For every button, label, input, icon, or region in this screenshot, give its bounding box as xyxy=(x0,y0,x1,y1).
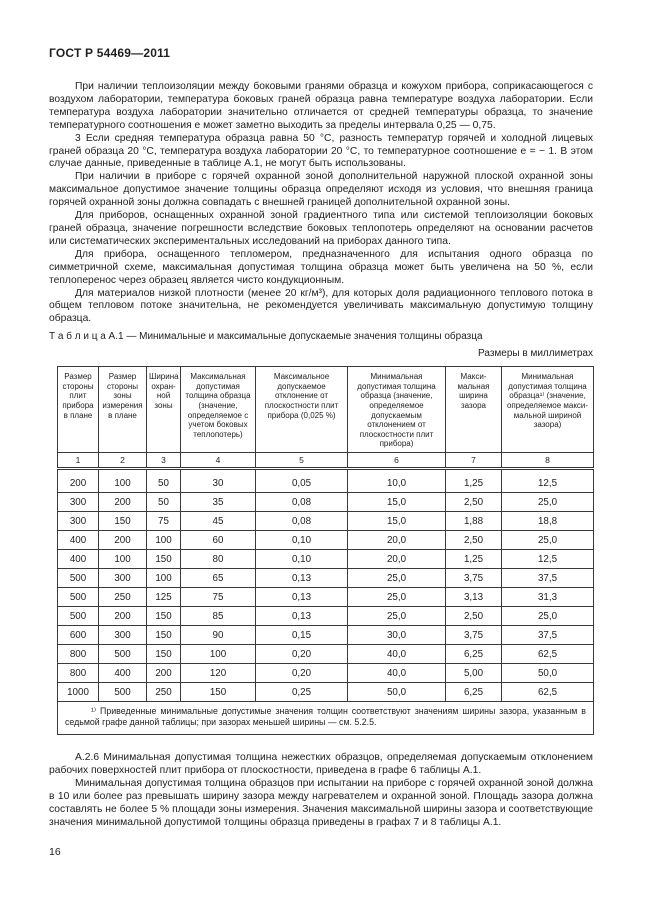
column-number: 6 xyxy=(348,453,446,469)
table-row xyxy=(58,550,594,569)
table-cell: 30,0 xyxy=(348,626,446,645)
table-cell: 0,20 xyxy=(256,645,348,664)
table-cell: 25,0 xyxy=(348,569,446,588)
table-cell: 0,13 xyxy=(256,588,348,607)
table-cell: 300 xyxy=(58,512,99,531)
table-cell: 35 xyxy=(181,493,256,512)
table-cell: 50,0 xyxy=(502,664,594,683)
table-cell: 2,50 xyxy=(446,493,502,512)
table-cell: 50 xyxy=(147,469,181,493)
table-cell: 150 xyxy=(147,626,181,645)
table-row xyxy=(58,607,594,626)
paragraph-min-thickness-rule: Минимальная допустимая толщина образцов при испытании на приборе с горячей охранной зоной должна в 10 или более раз превышать ширину зазора между нагревателем и охранной зоной. Площадь зазора должна составлять не более 5 % площади зоны измерения. Значения максимальной ширины зазора и соответствующие значения минимальной допустимой толщины образца приведены в графах 7 и 8 таблицы А.1. xyxy=(49,778,593,828)
table-cell: 3,75 xyxy=(446,569,502,588)
table-cell: 3,75 xyxy=(446,626,502,645)
table-cell: 300 xyxy=(58,493,99,512)
column-number: 3 xyxy=(147,453,181,469)
table-row xyxy=(58,493,594,512)
table-cell: 800 xyxy=(58,645,99,664)
table-cell: 0,15 xyxy=(256,626,348,645)
table-row xyxy=(58,588,594,607)
paragraph-note-3: 3 Если средняя температура образца равна 50 °С, разность температур горячей и холодной лицевых граней образца 20 °С, температура воздуха лаборатории 20 °С, то температурное соотношение е = − 1. В этом случае данные, приведенные в таблице А.1, не могут быть использованы. xyxy=(49,132,593,170)
table-cell: 0,20 xyxy=(256,664,348,683)
table-cell: 75 xyxy=(181,588,256,607)
column-header-max-thickness: Максимальная допустимая толщина образца (значение, определяемое с учетом боковых теплопотерь) xyxy=(181,367,256,453)
table-cell: 45 xyxy=(181,512,256,531)
table-footnote-row xyxy=(58,702,594,735)
table-cell: 90 xyxy=(181,626,256,645)
table-cell: 100 xyxy=(99,469,147,493)
table-cell: 150 xyxy=(99,512,147,531)
table-cell: 12,5 xyxy=(502,550,594,569)
table-cell: 300 xyxy=(99,569,147,588)
table-cell: 25,0 xyxy=(348,607,446,626)
paragraph-a26: А.2.6 Минимальная допустимая толщина нежестких образцов, определяемая допускаемым отклонением рабочих поверхностей плит прибора от плоскостности, приведена в графе 6 таблицы А.1. xyxy=(49,752,593,777)
table-cell: 18,8 xyxy=(502,512,594,531)
table-cell: 40,0 xyxy=(348,664,446,683)
table-cell: 60 xyxy=(181,531,256,550)
table-cell: 75 xyxy=(147,512,181,531)
table-cell: 0,10 xyxy=(256,531,348,550)
table-cell: 120 xyxy=(181,664,256,683)
table-cell: 15,0 xyxy=(348,512,446,531)
table-cell: 0,08 xyxy=(256,493,348,512)
table-cell: 0,08 xyxy=(256,512,348,531)
column-number: 5 xyxy=(256,453,348,469)
table-cell: 200 xyxy=(58,469,99,493)
column-number: 8 xyxy=(502,453,594,469)
table-cell: 12,5 xyxy=(502,469,594,493)
table-row xyxy=(58,569,594,588)
table-cell: 500 xyxy=(99,645,147,664)
table-cell: 50,0 xyxy=(348,683,446,702)
table-body xyxy=(58,469,594,702)
table-cell: 200 xyxy=(99,531,147,550)
paragraph-gradient-type: Для приборов, оснащенных охранной зоной градиентного типа или системой теплоизоляции боковых граней образца, значение погрешности вследствие боковых теплопотерь определяют на основании расчетов или систематических экспериментальных исследований на приборах данного типа. xyxy=(49,210,593,247)
table-cell: 2,50 xyxy=(446,531,502,550)
table-cell: 50 xyxy=(147,493,181,512)
table-cell: 500 xyxy=(58,569,99,588)
table-cell: 800 xyxy=(58,664,99,683)
table-cell: 2,50 xyxy=(446,607,502,626)
units-note: Размеры в миллиметрах xyxy=(478,348,593,360)
table-cell: 65 xyxy=(181,569,256,588)
table-cell: 500 xyxy=(58,588,99,607)
table-cell: 200 xyxy=(99,493,147,512)
column-number-row xyxy=(58,453,594,469)
table-cell: 300 xyxy=(99,626,147,645)
table-cell: 30 xyxy=(181,469,256,493)
paragraph-heat-flow-meter: Для прибора, оснащенного тепломером, предназначенного для испытания одного образца по симметричной схеме, максимальная допустимая толщина образца может быть увеличена на 50 %, если теплоперенос через образец является чисто кондукционным. xyxy=(49,248,593,286)
table-cell: 37,5 xyxy=(502,569,594,588)
table-caption: Т а б л и ц а А.1 — Минимальные и максимальные допускаемые значения толщины образца xyxy=(49,331,483,343)
page-number: 16 xyxy=(49,845,61,858)
table-cell: 62,5 xyxy=(502,645,594,664)
table-cell: 6,25 xyxy=(446,683,502,702)
table-row xyxy=(58,683,594,702)
table-cell: 150 xyxy=(181,683,256,702)
table-cell: 15,0 xyxy=(348,493,446,512)
table-cell: 1,25 xyxy=(446,550,502,569)
column-header-metering-size: Размер стороны зоны измерения в плане xyxy=(99,367,147,453)
table-cell: 150 xyxy=(147,645,181,664)
closing-text-block xyxy=(49,752,593,829)
table-cell: 400 xyxy=(58,550,99,569)
table-cell: 10,0 xyxy=(348,469,446,493)
column-header-min-thickness-gap: Минимальная допустимая толщина образца¹⁾ (значение, определяемое максимальной шириной зазора) xyxy=(502,367,594,453)
table-cell: 1,88 xyxy=(446,512,502,531)
table-cell: 25,0 xyxy=(502,531,594,550)
table-cell: 25,0 xyxy=(348,588,446,607)
table-cell: 250 xyxy=(99,588,147,607)
table-cell: 62,5 xyxy=(502,683,594,702)
table-cell: 6,25 xyxy=(446,645,502,664)
table-cell: 0,05 xyxy=(256,469,348,493)
document-number-header: ГОСТ Р 54469—2011 xyxy=(49,46,171,60)
table-row xyxy=(58,469,594,493)
column-header-min-thickness: Минимальная допустимая толщина образца (значение, определяемое допускаемым отклонением от плоскостности плит прибора) xyxy=(348,367,446,453)
table-cell: 200 xyxy=(147,664,181,683)
table-cell: 31,3 xyxy=(502,588,594,607)
column-header-max-gap: Максимальная ширина зазора xyxy=(446,367,502,453)
table-cell: 125 xyxy=(147,588,181,607)
table-cell: 400 xyxy=(58,531,99,550)
paragraph-low-density: Для материалов низкой плотности (менее 20 кг/м³), для которых доля радиационного теплового потока в общем тепловом потоке значительна, не рекомендуется увеличивать максимальную допустимую толщину образца. xyxy=(49,287,593,325)
table-cell: 100 xyxy=(99,550,147,569)
table-cell: 25,0 xyxy=(502,493,594,512)
thickness-limits-table xyxy=(57,366,594,735)
table-cell: 37,5 xyxy=(502,626,594,645)
table-cell: 200 xyxy=(99,607,147,626)
column-number: 4 xyxy=(181,453,256,469)
table-cell: 0,13 xyxy=(256,607,348,626)
table-cell: 0,13 xyxy=(256,569,348,588)
column-header-plate-size: Размер стороны плит прибора в плане xyxy=(58,367,99,453)
table-cell: 100 xyxy=(181,645,256,664)
table-row xyxy=(58,645,594,664)
table-cell: 150 xyxy=(147,550,181,569)
paragraph-thermal-insulation: При наличии теплоизоляции между боковыми гранями образца и кожухом прибора, соприкасающегося с воздухом лаборатории, температура боковых граней образца равна температуре воздуха лаборатории. Если температура воздуха лаборатории значительно отличается от средней температуры образца, то значение температурного соотношения е может заметно выходить за пределы интервала 0,25 — 0,75. xyxy=(49,81,593,131)
table-cell: 3,13 xyxy=(446,588,502,607)
table-cell: 0,25 xyxy=(256,683,348,702)
table-cell: 25,0 xyxy=(502,607,594,626)
table-cell: 5,00 xyxy=(446,664,502,683)
table-cell: 1,25 xyxy=(446,469,502,493)
table-cell: 400 xyxy=(99,664,147,683)
table-cell: 100 xyxy=(147,569,181,588)
table-footnote: ¹⁾ Приведенные минимальные допустимые значения толщин соответствуют значениям ширины зазора, указанным в седьмой графе данной таблицы; при зазорах меньшей ширины — см. 5.2.5. xyxy=(58,702,594,735)
column-number: 1 xyxy=(58,453,99,469)
table-cell: 20,0 xyxy=(348,550,446,569)
table-cell: 0,10 xyxy=(256,550,348,569)
table-cell: 250 xyxy=(147,683,181,702)
table-cell: 85 xyxy=(181,607,256,626)
table-row xyxy=(58,626,594,645)
paragraph-guard-zone: При наличии в приборе с горячей охранной зоной дополнительной наружной плоской охранной зоны максимальное допустимое значение толщины образца определяют исходя из условия, что внешняя граница горячей охранной зоны должна совпадать с внешней границей дополнительной охранной зоны. xyxy=(49,171,593,209)
table-cell: 40,0 xyxy=(348,645,446,664)
body-text-block xyxy=(49,81,593,326)
table-row xyxy=(58,664,594,683)
column-number: 7 xyxy=(446,453,502,469)
table-cell: 600 xyxy=(58,626,99,645)
table-cell: 150 xyxy=(147,607,181,626)
table-cell: 500 xyxy=(58,607,99,626)
table-header-row xyxy=(58,367,594,453)
table-row xyxy=(58,531,594,550)
column-header-max-deviation: Максимальное допускаемое отклонение от плоскостности плит прибора (0,025 %) xyxy=(256,367,348,453)
column-header-guard-width: Ширина охранной зоны xyxy=(147,367,181,453)
table-cell: 1000 xyxy=(58,683,99,702)
column-number: 2 xyxy=(99,453,147,469)
table-cell: 80 xyxy=(181,550,256,569)
table-cell: 100 xyxy=(147,531,181,550)
table-cell: 500 xyxy=(99,683,147,702)
table-row xyxy=(58,512,594,531)
table-cell: 20,0 xyxy=(348,531,446,550)
